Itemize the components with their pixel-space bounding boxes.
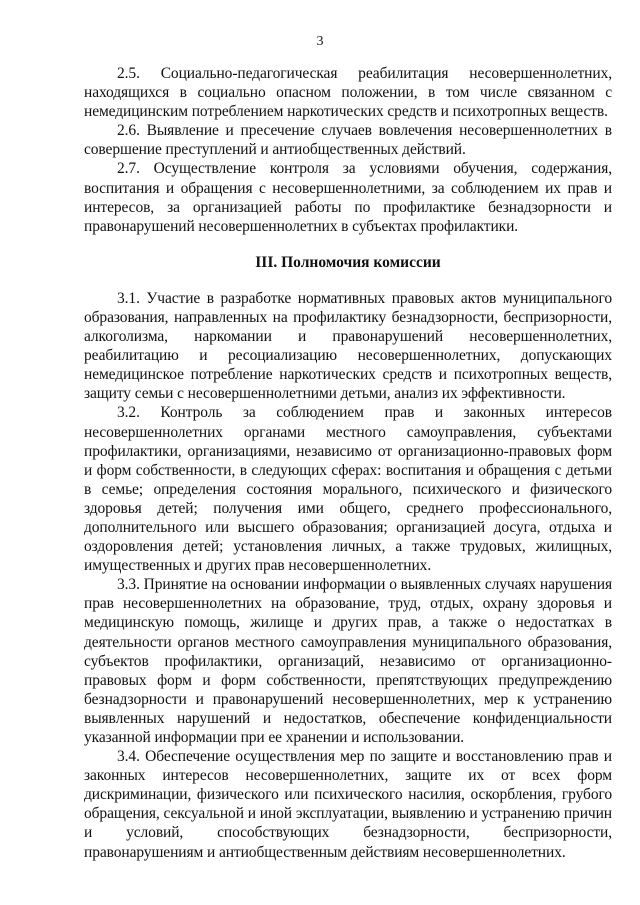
paragraph-2-7: 2.7. Осуществление контроля за условиями обучения, содержания, воспитания и обращения с несовершеннолетними, за соблюдением их прав и интересов, за организацией работы по профилактике безнадзорности и правонарушений несовершеннолетних в субъектах профилактики. xyxy=(84,160,612,235)
paragraph-2-5: 2.5. Социально-педагогическая реабилитация несовершеннолетних, находящихся в социально опасном положении, в том числе связанном с немедицинским потреблением наркотических средств и психотропных веществ. xyxy=(84,65,612,121)
paragraph-2-6: 2.6. Выявление и пресечение случаев вовлечения несовершеннолетних в совершение преступлений и антиобщественных действий. xyxy=(84,122,612,159)
paragraph-3-4: 3.4. Обеспечение осуществления мер по защите и восстановлению прав и законных интересов несовершеннолетних, защите их от всех форм дискриминации, физического или психического насилия, оскорбления, грубого обращения, сексуальной и иной эксплуатации, выявлению и устранению причин и условий, способствующих безнадзорности, беспризорности, правонарушениям и антиобщественным действиям несовершеннолетних. xyxy=(84,748,612,861)
paragraph-3-2: 3.2. Контроль за соблюдением прав и законных интересов несовершеннолетних органами местного самоуправления, субъектами профилактики, организациями, независимо от организационно-правовых форм и форм собственности, в следующих сферах: воспитания и обращения с детьми в семье; определения состояния морального, психического и физического здоровья детей; получения ими общего, среднего профессионального, дополнительного или высшего образования; организацией досуга, отдыха и оздоровления детей; установления личных, а также трудовых, жилищных, имущественных и других прав несовершеннолетних. xyxy=(84,404,612,575)
section-heading: III. Полномочия комиссии xyxy=(255,253,441,271)
paragraph-3-1: 3.1. Участие в разработке нормативных правовых актов муниципального образования, направленных на профилактику безнадзорности, беспризорности, алкоголизма, наркомании и правонарушений несовершеннолетних, реабилитацию и ресоциализацию несовершеннолетних, допускающих немедицинское потребление наркотических средств и психотропных веществ, защиту семьи с несовершеннолетними детьми, анализ их эффективности. xyxy=(84,289,612,403)
document-body xyxy=(84,64,612,862)
paragraph-3-3: 3.3. Принятие на основании информации о выявленных случаях нарушения прав несовершеннолетних на образование, труд, отдых, охрану здоровья и медицинскую помощь, жилище и других прав, а также о недостатках в деятельности органов местного самоуправления муниципального образования, субъектов профилактики, организаций, независимо от организационно-правовых форм и форм собственности, препятствующих предупреждению безнадзорности и правонарушений несовершеннолетних, мер к устранению выявленных нарушений и недостатков, обеспечение конфиденциальности указанной информации при ее хранении и использовании. xyxy=(84,576,612,746)
page-number: 3 xyxy=(316,34,324,49)
